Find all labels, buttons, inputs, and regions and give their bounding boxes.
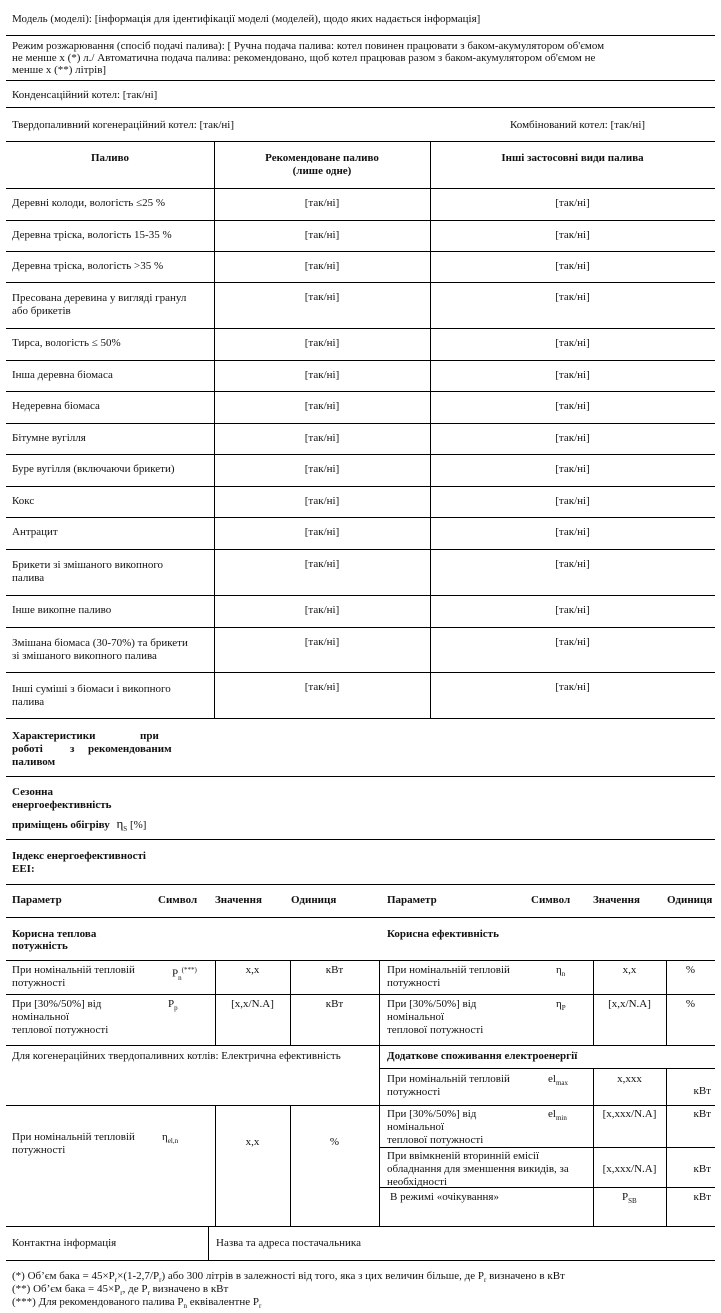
fuel-mode-line3: менше x (**) літрів] — [12, 64, 107, 76]
aux-row-div-1 — [379, 1105, 715, 1106]
fuel-row-divider — [6, 188, 715, 189]
aux-consumption-label: Додаткове споживання електроенергії — [387, 1050, 578, 1062]
recommended-cell: [так/ні] — [304, 228, 340, 241]
elmin-unit: кВт — [693, 1108, 711, 1120]
eta-n-value: x,x — [622, 964, 637, 976]
fuel-col-header: Паливо — [90, 152, 130, 164]
right-section: Корисна ефективність — [387, 928, 499, 940]
elmax-symbol — [548, 1073, 568, 1090]
elmin-l2: номінальної — [387, 1121, 445, 1133]
fuel-row-divider — [6, 517, 715, 518]
characteristics-l1b: при — [140, 730, 159, 742]
pp-symbol-text: P — [168, 998, 175, 1010]
other-fuel-cell: [так/ні] — [555, 431, 590, 444]
recommended-cell: [так/ні] — [304, 337, 340, 349]
fuel-name: Брикети зі змішаного викопного — [12, 559, 164, 571]
seasonal-l3 — [12, 817, 146, 836]
pp-sub: p — [174, 1004, 178, 1013]
seasonal-l2: енергоефективність — [12, 799, 112, 811]
seasonal-l1: Сезонна — [12, 786, 53, 798]
right-grid-mid — [379, 994, 715, 995]
eta-n-symbol-text: η — [556, 964, 562, 976]
secondary-l3: необхідності — [387, 1176, 448, 1188]
left-partial-l2: номінальної — [12, 1011, 70, 1023]
eln-top — [6, 1105, 379, 1106]
aux-divider — [379, 1068, 715, 1069]
other-fuel-cell: [так/ні] — [555, 526, 590, 538]
pn-sup: (***) — [181, 966, 197, 974]
fuel-name: Кокс — [12, 494, 35, 507]
footnote-2-sub-r1: r — [120, 1289, 123, 1298]
seasonal-eta-symbol: η — [116, 816, 124, 831]
other-fuel-cell: [так/ні] — [555, 636, 590, 648]
fuel-name: Деревна тріска, вологість 15-35 % — [12, 228, 172, 241]
recommended-cell: [так/ні] — [304, 291, 340, 303]
fuel-name: Бітумне вугілля — [12, 431, 86, 444]
fuel-name: Інша деревна біомаса — [12, 368, 113, 381]
fuel-row-divider — [6, 549, 715, 550]
elmax-symbol-text: el — [548, 1073, 556, 1085]
fuel-row-divider — [6, 328, 715, 329]
eln-l1: При номінальній тепловій — [12, 1131, 135, 1143]
eta-p-symbol — [556, 998, 566, 1015]
footnote-3-sub-n: n — [183, 1302, 188, 1311]
right-symbol-header: Символ — [531, 894, 571, 906]
section-divider — [6, 917, 715, 918]
fuel-name: Антрацит — [12, 526, 58, 538]
elmin-l3: теплової потужності — [387, 1134, 484, 1146]
fuel-row-divider — [6, 282, 715, 283]
left-section-l1: Корисна теплова — [12, 928, 97, 940]
other-fuel-cell: [так/ні] — [555, 337, 590, 349]
recommended-cell: [так/ні] — [304, 494, 340, 507]
fuel-name: Недеревна біомаса — [12, 400, 100, 412]
other-fuel-cell: [так/ні] — [555, 463, 590, 475]
footnote-3b: еквівалентне P — [187, 1296, 259, 1308]
eln-symbol — [162, 1131, 178, 1148]
psb-sub: SB — [628, 1197, 637, 1206]
right-partial-l2: номінальної — [387, 1011, 445, 1023]
eta-p-sub: P — [561, 1004, 566, 1013]
pp-value: [x,x/N.A] — [231, 998, 274, 1010]
elmax-sub: max — [555, 1079, 569, 1088]
recommended-cell: [так/ні] — [304, 463, 340, 475]
right-nominal-l1: При номінальній тепловій — [387, 964, 510, 976]
psb-symbol-text: P — [622, 1191, 629, 1203]
footnote-1-sub-r3: r — [484, 1276, 487, 1285]
pp-unit: кВт — [325, 998, 344, 1010]
recommended-cell: [так/ні] — [304, 259, 340, 272]
eei-l1: Індекс енергоефективності — [12, 850, 146, 862]
eln-symbol-text: η — [162, 1131, 168, 1143]
cogen-text: Твердопаливний когенераційний котел: [так/ні] — [12, 119, 235, 131]
footnote-2b: , де P — [122, 1283, 148, 1295]
characteristics-l2b: з — [70, 743, 75, 755]
contact-bottom — [6, 1260, 715, 1261]
eta-p-unit: % — [685, 998, 696, 1010]
eln-l2: потужності — [12, 1144, 66, 1156]
left-value-header: Значення — [215, 894, 262, 906]
elmax-l2: потужності — [387, 1086, 441, 1098]
right-partial-l3: теплової потужності — [387, 1024, 484, 1036]
contact-value: Назва та адреса постачальника — [216, 1237, 361, 1249]
eta-p-symbol-text: η — [556, 998, 562, 1010]
left-nominal-l2: потужності — [12, 977, 66, 989]
standby-label: В режимі «очікування» — [390, 1191, 499, 1203]
left-grid-mid — [6, 994, 379, 995]
footnote-3 — [12, 1296, 261, 1313]
seasonal-eta-sub: S — [123, 825, 128, 834]
fuel-row-divider — [6, 595, 715, 596]
seasonal-l3-text: приміщень обігріву — [12, 819, 110, 831]
characteristics-l2a: роботі — [12, 743, 43, 755]
footnote-1-sub-r2: r — [159, 1276, 162, 1285]
contact-divider — [208, 1226, 209, 1260]
elmin-symbol-text: el — [548, 1108, 556, 1120]
fuel-row-divider — [6, 423, 715, 424]
elmin-sub: min — [555, 1114, 567, 1123]
other-fuel-cell: [так/ні] — [555, 228, 590, 241]
left-nominal-l1: При номінальній тепловій — [12, 964, 135, 976]
footnote-2-sub-r2: r — [147, 1289, 150, 1298]
left-grid-top — [6, 960, 379, 961]
characteristics-l1a: Характеристики — [12, 730, 96, 742]
fuel-row-divider — [6, 627, 715, 628]
right-nominal-l2: потужності — [387, 977, 441, 989]
footnote-3a: (***) Для рекомендованого палива P — [12, 1296, 184, 1308]
left-unit-header: Одиниця — [291, 894, 337, 906]
footnote-2c: визначено в кВт — [149, 1283, 229, 1295]
contact-label: Контактна інформація — [12, 1237, 117, 1249]
footnote-1d: визначено в кВт — [486, 1270, 565, 1282]
other-fuel-cell: [так/ні] — [555, 558, 590, 570]
fuel-row-divider — [6, 454, 715, 455]
psb-unit: кВт — [693, 1191, 711, 1203]
recommended-cell: [так/ні] — [304, 681, 340, 693]
secondary-unit: кВт — [693, 1163, 711, 1175]
characteristics-l2c: рекомендованим — [88, 743, 172, 755]
fuel-name-cont: палива — [12, 695, 45, 708]
combined-text: Комбінований котел: [так/ні] — [510, 119, 646, 131]
eln-unit: % — [329, 1136, 340, 1148]
recommended-cell: [так/ні] — [304, 400, 340, 412]
footnote-1c: ) або 300 літрів в залежності від того, яка з цих величин більше, де P — [161, 1270, 484, 1282]
recommended-col-header-l2: (лише одне) — [292, 165, 352, 177]
fuel-mode-line1: Режим розжарювання (спосіб подачі палива): [ Ручна подача палива: котел повинен працювати з баком-акумулятором об'ємом — [12, 40, 605, 52]
recommended-col-header-l1: Рекомендоване паливо — [265, 152, 379, 164]
fuel-name-cont: або брикетів — [12, 305, 71, 317]
pn-symbol-text: P — [172, 967, 179, 980]
fuel-row-divider — [6, 391, 715, 392]
fuel-name: Буре вугілля (включаючи брикети) — [12, 463, 175, 475]
other-fuel-cell: [так/ні] — [555, 681, 590, 693]
left-partial-l3: теплової потужності — [12, 1024, 109, 1036]
right-unit-header: Одиниця — [667, 894, 713, 906]
elmax-l1: При номінальній тепловій — [387, 1073, 510, 1085]
elmin-l1: При [30%/50%] від — [387, 1108, 477, 1120]
seasonal-unit: [%] — [129, 819, 147, 831]
other-col-header: Інші застосовні види палива — [501, 152, 644, 164]
pn-unit: кВт — [325, 964, 344, 976]
left-param-header: Параметр — [12, 894, 62, 906]
eln-sub: el,n — [167, 1137, 179, 1146]
fuel-name: Пресована деревина у вигляді гранул — [12, 292, 187, 304]
footnote-1a: (*) Об’єм бака = 45×P — [12, 1270, 115, 1282]
eta-n-symbol — [556, 964, 565, 981]
right-partial-l1: При [30%/50%] від — [387, 998, 477, 1010]
footnote-1b: ×(1-2,7/P — [117, 1270, 160, 1282]
fuel-name: Деревні колоди, вологість ≤25 % — [12, 197, 166, 209]
recommended-cell: [так/ні] — [304, 636, 340, 648]
eta-n-unit: % — [685, 964, 696, 976]
footnote-2a: (**) Об’єм бака = 45×P — [12, 1283, 121, 1295]
other-fuel-cell: [так/ні] — [555, 259, 590, 272]
other-fuel-cell: [так/ні] — [555, 400, 590, 412]
other-fuel-cell: [так/ні] — [555, 368, 590, 381]
elmin-value: [x,xxx/N.A] — [602, 1108, 657, 1120]
right-grid-top — [379, 960, 715, 961]
fuel-name: Інше викопне паливо — [12, 604, 112, 616]
fuel-name: Тирса, вологість ≤ 50% — [12, 337, 121, 349]
secondary-l2: обладнання для зменшення викидів, за — [387, 1163, 569, 1175]
fuel-row-divider — [6, 672, 715, 673]
left-symbol-header: Символ — [158, 894, 198, 906]
fuel-mode-line2: не менше x (*) л./ Автоматична подача палива: рекомендовано, щоб котел працював разом з баком-акумулятором об'ємом не — [12, 52, 596, 64]
other-fuel-cell: [так/ні] — [555, 494, 590, 507]
pp-symbol — [168, 998, 178, 1015]
fuel-name: Інші суміші з біомаси і викопного — [12, 682, 171, 695]
left-partial-l1: При [30%/50%] від — [12, 998, 102, 1010]
fuel-table — [6, 141, 715, 719]
eln-col-div-2 — [290, 1105, 291, 1226]
pn-symbol — [172, 964, 197, 985]
left-section-l2: потужність — [12, 940, 68, 952]
fuel-name-cont: палива — [12, 572, 45, 584]
pn-sub: n — [178, 973, 182, 982]
recommended-cell: [так/ні] — [304, 197, 340, 209]
eta-n-sub: n — [561, 970, 566, 979]
condensing-text: Конденсаційний котел: [так/ні] — [12, 89, 158, 101]
elmax-unit: кВт — [693, 1085, 711, 1097]
model-text: Модель (моделі): [інформація для ідентифікації моделі (моделей), щодо яких надається інформація] — [12, 13, 481, 25]
elmax-value: x,xxx — [617, 1073, 642, 1085]
eta-p-value: [x,x/N.A] — [608, 998, 651, 1010]
characteristics-l3: паливом — [12, 756, 56, 768]
eei-l2: EEI: — [12, 863, 35, 875]
fuel-row-divider — [6, 251, 715, 252]
fuel-name: Змішана біомаса (30-70%) та брикети — [12, 636, 188, 649]
psb-symbol — [622, 1191, 637, 1208]
other-fuel-cell: [так/ні] — [555, 604, 590, 616]
elmin-symbol — [548, 1108, 567, 1125]
right-value-header: Значення — [593, 894, 640, 906]
left-grid-bottom — [6, 1045, 715, 1046]
fuel-name: Деревна тріска, вологість >35 % — [12, 259, 164, 272]
contact-top — [6, 1226, 715, 1227]
recommended-cell: [так/ні] — [304, 558, 340, 570]
fuel-row-divider — [6, 220, 715, 221]
right-param-header: Параметр — [387, 894, 437, 906]
footnote-1-sub-r1: r — [114, 1276, 118, 1285]
footnote-3-sub-r: r — [258, 1302, 262, 1311]
fuel-name-cont: зі змішаного викопного палива — [12, 649, 157, 662]
eln-col-div-1 — [215, 1105, 216, 1226]
aux-row-div-2 — [379, 1147, 715, 1148]
secondary-l1: При ввімкненій вторинній емісії — [387, 1150, 540, 1162]
fuel-row-divider — [6, 360, 715, 361]
eln-value: x,x — [245, 1136, 260, 1148]
recommended-cell: [так/ні] — [304, 431, 340, 444]
other-fuel-cell: [так/ні] — [555, 197, 590, 209]
pn-value: x,x — [245, 964, 260, 976]
other-fuel-cell: [так/ні] — [555, 291, 590, 303]
recommended-cell: [так/ні] — [304, 604, 340, 616]
fuel-row-divider — [6, 486, 715, 487]
recommended-cell: [так/ні] — [304, 368, 340, 381]
recommended-cell: [так/ні] — [304, 526, 340, 538]
secondary-value: [x,xxx/N.A] — [602, 1163, 657, 1175]
recommended-col-header — [214, 152, 430, 178]
cogen-efficiency-label: Для когенераційних твердопаливних котлів: Електрична ефективність — [12, 1050, 341, 1062]
